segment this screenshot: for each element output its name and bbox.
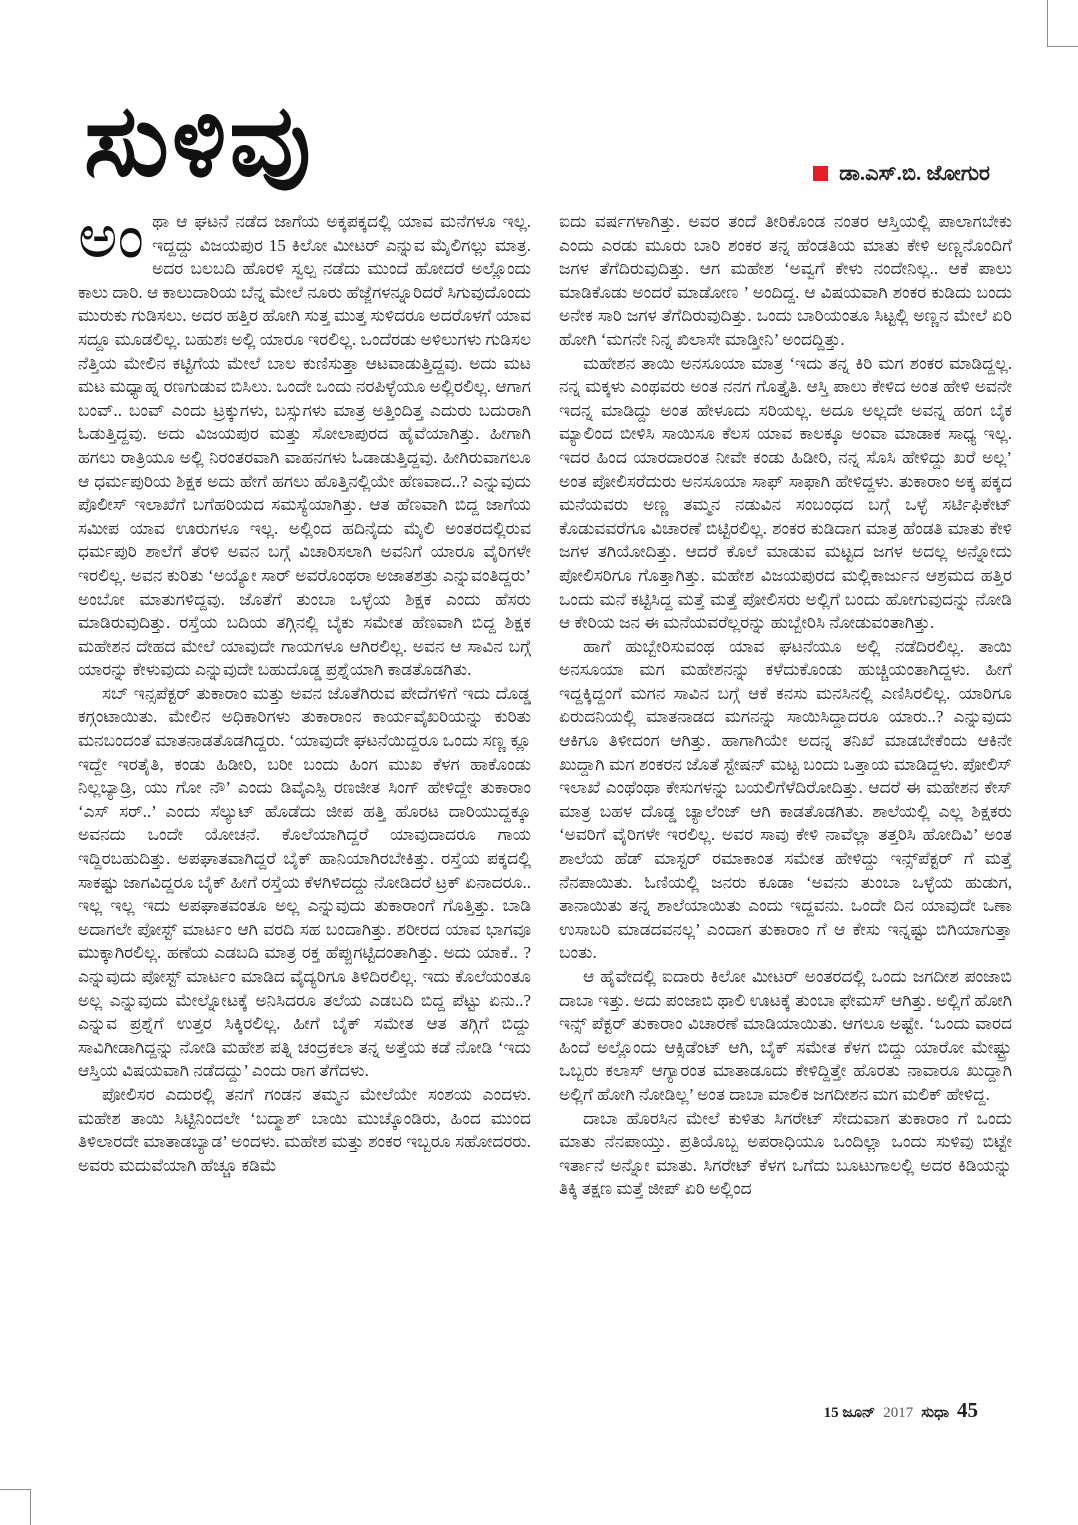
paragraph: ಪೋಲಿಸರ ಎದುರಲ್ಲಿ ತನಗೆ ಗಂಡನ ತಮ್ಮನ ಮೇಲೆಯೇ ಸಂಶಯ ಎಂದಳು. ಮಹೇಶ ತಾಯಿ ಸಿಟ್ಟಿನಿಂದಲೇ ‘ಬದ್ಮಾಶ್ ಬಾಯಿ ಮುಚ್ಕೊಂಡಿರು, ಹಿಂದ ಮುಂದ ತಿಳಿಲಾರದೇ ಮಾತಾಡಬ್ಯಾಡ’ ಅಂದಳು. ಮಹೇಶ ಮತ್ತು ಶಂಕರ ಇಬ್ಬರೂ ಸಹೋದರರು. ಅವರು ಮದುವೆಯಾಗಿ ಹೆಚ್ಚೂ ಕಡಿಮೆ [78, 1084, 531, 1175]
byline-square-icon [813, 166, 828, 181]
byline [813, 161, 990, 198]
crop-mark-bottom-left-arm [0, 1489, 30, 1490]
article-body [0, 198, 1078, 1201]
page-footer [824, 1398, 978, 1423]
paragraph-text: ಥಾ ಆ ಘಟನೆ ನಡೆದ ಜಾಗೆಯ ಅಕ್ಕಪಕ್ಕದಲ್ಲಿ ಯಾವ ಮನೆಗಳೂ ಇಲ್ಲ. ಇದ್ದದ್ದು ವಿಜಯಪುರ 15 ಕಿಲೋ ಮೀಟರ್ ಎನ್ನುವ ಮೈಲಿಗಲ್ಲು ಮಾತ್ರ. ಅದರ ಬಲಬದಿ ಹೊರಳಿ ಸ್ವಲ್ಪ ನಡೆದು ಮುಂದೆ ಹೋದರೆ ಅಲ್ಲೊಂದು ಕಾಲು ದಾರಿ. ಆ ಕಾಲುದಾರಿಯ ಬೆನ್ನ ಮೇಲೆ ನೂರು ಹೆಜ್ಜೆಗಳನ್ನೂರಿದರೆ ಸಿಗುವುದೊಂದು ಮುರುಕು ಗುಡಿಸಲು. ಅದರ ಹತ್ತಿರ ಹೋಗಿ ಸುತ್ತ ಮುತ್ತ ಸುಳಿದರೂ ಅದರೊಳಗೆ ಯಾವ ಸದ್ದೂ ಮೂಡಲಿಲ್ಲ. ಬಹುಶಃ ಅಲ್ಲಿ ಯಾರೂ ಇರಲಿಲ್ಲ. ಒಂದೆರಡು ಅಳಿಲುಗಳು ಗುಡಿಸಲ ನೆತ್ತಿಯ ಮೇಲಿನ ಕಟ್ಟಿಗೆಯ ಮೇಲೆ ಬಾಲ ಕುಣಿಸುತ್ತಾ ಆಟವಾಡುತ್ತಿದ್ದವು. ಅದು ಮಟ ಮಟ ಮಧ್ಯಾಹ್ನ ರಣಗುಡುವ ಬಿಸಿಲು. ಒಂದೇ ಒಂದು ನರಪಿಳ್ಳೆಯೂ ಅಲ್ಲಿರಲಿಲ್ಲ. ಆಗಾಗ ಬಂವ್.. ಬಂವ್ ಎಂದು ಟ್ರಕ್ಕುಗಳು, ಬಸ್ಸುಗಳು ಮಾತ್ರ ಅತ್ತಿಂದಿತ್ತ ಎದುರು ಬದುರಾಗಿ ಓಡುತ್ತಿದ್ದವು. ಅದು ವಿಜಯಪುರ ಮತ್ತು ಸೋಲಾಪುರದ ಹೈವೆಯಾಗಿತ್ತು. ಹೀಗಾಗಿ ಹಗಲು ರಾತ್ರಿಯೂ ಅಲ್ಲಿ ನಿರಂತರವಾಗಿ ವಾಹನಗಳು ಓಡಾಡುತ್ತಿದ್ದವು. ಹೀಗಿರುವಾಗಲೂ ಆ ಧರ್ಮಪುರಿಯ ಶಿಕ್ಷಕ ಅದು ಹೇಗೆ ಹಗಲು ಹೊತ್ತಿನಲ್ಲಿಯೇ ಹೆಣವಾದ..? ಎನ್ನುವುದು ಪೊಲೀಸ್ ಇಲಾಖೆಗೆ ಬಗೆಹರಿಯದ ಸಮಸ್ಯೆಯಾಗಿತ್ತು. ಆತ ಹೆಣವಾಗಿ ಬಿದ್ದ ಜಾಗೆಯ ಸಮೀಪ ಯಾವ ಊರುಗಳೂ ಇಲ್ಲ. ಅಲ್ಲಿಂದ ಹದಿನೈದು ಮೈಲಿ ಅಂತರದಲ್ಲಿರುವ ಧರ್ಮಪುರಿ ಶಾಲೆಗೆ ತೆರಳಿ ಅವನ ಬಗ್ಗೆ ವಿಚಾರಿಸಲಾಗಿ ಅವನಿಗೆ ಯಾರೂ ವೈರಿಗಳೇ ಇರಲಿಲ್ಲ. ಅವನ ಕುರಿತು ‘ಅಯ್ಯೋ ಸಾರ್ ಅವರೊಂಥರಾ ಅಜಾತಶತ್ರು ಎನ್ನುವಂತಿದ್ದರು’ ಅಂಬೋ ಮಾತುಗಳಿದ್ದವು. ಜೊತೆಗೆ ತುಂಬಾ ಒಳ್ಳೆಯ ಶಿಕ್ಷಕ ಎಂದು ಹೆಸರು ಮಾಡಿರುವುದಿತ್ತು. ರಸ್ತೆಯ ಬದಿಯ ತಗ್ಗಿನಲ್ಲಿ ಬೈಕು ಸಮೇತ ಹೆಣವಾಗಿ ಬಿದ್ದ ಶಿಕ್ಷಕ ಮಹೇಶನ ದೇಹದ ಮೇಲೆ ಯಾವುದೇ ಗಾಯಗಳೂ ಆಗಿರಲಿಲ್ಲ. ಅವನ ಆ ಸಾವಿನ ಬಗ್ಗೆ ಯಾರನ್ನು ಕೇಳುವುದು ಎನ್ನುವುದೇ ಬಹುದೊಡ್ಡ ಪ್ರಶ್ನೆಯಾಗಿ ಕಾಡತೊಡಗಿತು. [78, 212, 531, 680]
text-column-1 [78, 204, 531, 1201]
page-number: 45 [957, 1398, 978, 1422]
issue-date: 15 ಜೂನ್ [823, 1405, 876, 1421]
article-title: ಸುಳಿವು [84, 86, 314, 197]
author-name: ಡಾ.ಎಸ್.ಬಿ. ಜೋಗುರ [839, 161, 990, 185]
paragraph: ಸಬ್ ಇನ್ಸಪೆಕ್ಟರ್ ತುಕಾರಾಂ ಮತ್ತು ಅವನ ಜೊತೆಗಿರುವ ಪೇದೆಗಳಿಗೆ ಇದು ದೊಡ್ಡ ಕಗ್ಗಂಟಾಯಿತು. ಮೇಲಿನ ಅಧಿಕಾರಿಗಳು ತುಕಾರಾಂನ ಕಾರ್ಯವೈಖರಿಯನ್ನು ಕುರಿತು ಮನಬಂದಂತೆ ಮಾತನಾಡತೊಡಗಿದ್ದರು. ‘ಯಾವುದೇ ಘಟನೆಯಿದ್ದರೂ ಒಂದು ಸಣ್ಣ ಕ್ಲೂ ಇದ್ದೇ ಇರತೈತಿ, ಕಂಡು ಹಿಡೀರಿ, ಬರೀ ಬಂದು ಹಿಂಗ ಮುಖ ಕೆಳಗ ಹಾಕೊಂಡು ನಿಲ್ಲಬ್ಯಾಡ್ರಿ, ಯು ಗೋ ನೌ’ ಎಂದು ಡಿವೈಎಸ್ಪಿ ರಣಜೀತ ಸಿಂಗ್ ಹೇಳಿದ್ದೇ ತುಕಾರಾಂ ‘ಎಸ್ ಸರ್..’ ಎಂದು ಸೆಲ್ಯುಟ್ ಹೊಡೆದು ಜೀಪ ಹತ್ತಿ ಹೊರಟ ದಾರಿಯುದ್ದಕ್ಕೂ ಅವನದು ಒಂದೇ ಯೋಚನೆ. ಕೊಲೆಯಾಗಿದ್ದರೆ ಯಾವುದಾದರೂ ಗಾಯ ಇದ್ದಿರಬಹುದಿತ್ತು. ಅಪಘಾತವಾಗಿದ್ದರೆ ಬೈಕ್ ಹಾನಿಯಾಗಿರಬೇಕಿತ್ತು. ರಸ್ತೆಯ ಪಕ್ಕದಲ್ಲಿ ಸಾಕಷ್ಟು ಜಾಗವಿದ್ದರೂ ಬೈಕ್ ಹೀಗೆ ರಸ್ತೆಯ ಕೆಳಗಿಳಿದದ್ದು ನೋಡಿದರೆ ಟ್ರಕ್ ಏನಾದರೂ.. ಇಲ್ಲ ಇಲ್ಲ ಇದು ಅಪಘಾತವಂತೂ ಅಲ್ಲ ಎನ್ನುವುದು ತುಕಾರಾಂಗೆ ಗೊತ್ತಿತ್ತು. ಬಾಡಿ ಅದಾಗಲೇ ಪೋಸ್ಟ್ ಮಾರ್ಟಂ ಆಗಿ ವರದಿ ಸಹ ಬಂದಾಗಿತ್ತು. ಶರೀರದ ಯಾವ ಭಾಗವೂ ಮುಕ್ಕಾಗಿರಲಿಲ್ಲ. ಹಣೆಯ ಎಡಬದಿ ಮಾತ್ರ ರಕ್ತ ಹೆಪ್ಪುಗಟ್ಟಿದಂತಾಗಿತ್ತು. ಅದು ಯಾಕೆ.. ? ಎನ್ನುವುದು ಪೋಸ್ಟ್ ಮಾರ್ಟಂ ಮಾಡಿದ ವೈದ್ಯರಿಗೂ ತಿಳಿದಿರಲಿಲ್ಲ. ಇದು ಕೊಲೆಯಂತೂ ಅಲ್ಲ ಎನ್ನುವುದು ಮೇಲ್ನೋಟಕ್ಕೆ ಅನಿಸಿದರೂ ತಲೆಯ ಎಡಬದಿ ಬಿದ್ದ ಪೆಟ್ಟು ಏನು..? ಎನ್ನುವ ಪ್ರಶ್ನೆಗೆ ಉತ್ತರ ಸಿಕ್ಕಿರಲಿಲ್ಲ. ಹೀಗೆ ಬೈಕ್ ಸಮೇತ ಆತ ತಗ್ಗಿಗೆ ಬಿದ್ದು ಸಾವಿಗೀಡಾಗಿದ್ದನ್ನು ನೋಡಿ ಮಹೇಶ ಪತ್ನಿ ಚಂದ್ರಕಲಾ ತನ್ನ ಅತ್ತೆಯ ಕಡೆ ನೋಡಿ ‘ಇದು ಆಸ್ತಿಯ ವಿಷಯವಾಗಿ ನಡೆದದ್ದು’ ಎಂದು ರಾಗ ತೆಗೆದಳು. [78, 683, 531, 1081]
crop-mark-bottom-left [30, 1489, 31, 1525]
paragraph [78, 204, 531, 682]
paragraph: ಐದು ವರ್ಷಗಳಾಗಿತ್ತು. ಅವರ ತಂದೆ ತೀರಿಕೊಂಡ ನಂತರ ಆಸ್ತಿಯಲ್ಲಿ ಪಾಲಾಗಬೇಕು ಎಂದು ಎರಡು ಮೂರು ಬಾರಿ ಶಂಕರ ತನ್ನ ಹೆಂಡತಿಯ ಮಾತು ಕೇಳಿ ಅಣ್ಣನೊಂದಿಗೆ ಜಗಳ ತೆಗೆದಿರುವುದಿತ್ತು. ಆಗ ಮಹೇಶ ‘ಅವ್ವಗೆ ಕೇಳು ನಂದೇನಿಲ್ಲ.. ಆಕೆ ಪಾಲು ಮಾಡಿಕೊಡು ಅಂದರೆ ಮಾಡೋಣ ’ ಅಂದಿದ್ದ. ಆ ವಿಷಯವಾಗಿ ಶಂಕರ ಕುಡಿದು ಬಂದು ಅನೇಕ ಸಾರಿ ಜಗಳ ತೆಗೆದಿರುವುದಿತ್ತು. ಒಂದು ಬಾರಿಯಂತೂ ಸಿಟ್ಟಲ್ಲಿ ಅಣ್ಣನ ಮೇಲೆ ಏರಿ ಹೋಗಿ ‘ಮಗನೇ ನಿನ್ನ ಖಿಲಾಸೇ ಮಾಡ್ತೀನಿ’ ಅಂದದ್ದಿತ್ತು. [559, 212, 1012, 349]
article-header [0, 0, 1078, 198]
drop-cap: ಅಂ [78, 204, 145, 270]
paragraph: ದಾಬಾ ಹೊರಸಿನ ಮೇಲೆ ಕುಳಿತು ಸಿಗರೇಟ್ ಸೇದುವಾಗ ತುಕಾರಾಂ ಗೆ ಒಂದು ಮಾತು ನೆನಪಾಯ್ತು. ಪ್ರತಿಯೊಬ್ಬ ಅಪರಾಧಿಯೂ ಒಂದಿಲ್ಲಾ ಒಂದು ಸುಳಿವು ಬಿಟ್ಟೇ ಇರ್ತಾನೆ ಅನ್ನೋ ಮಾತು. ಸಿಗರೇಟ್ ಕೆಳಗ ಒಗೆದು ಬೂಟುಗಾಲಲ್ಲಿ ಅದರ ಕಿಡಿಯನ್ನು ತಿಕ್ಕಿ ತಕ್ಷಣ ಮತ್ತೆ ಜೀಪ್ ಏರಿ ಅಲ್ಲಿಂದ [559, 1108, 1012, 1199]
magazine-name: ಸುಧಾ [921, 1405, 949, 1421]
text-column-2 [559, 210, 1012, 1201]
paragraph: ಹಾಗೆ ಹುಬ್ಬೇರಿಸುವಂಥ ಯಾವ ಘಟನೆಯೂ ಅಲ್ಲಿ ನಡೆದಿರಲಿಲ್ಲ. ತಾಯಿ ಅನಸೂಯಾ ಮಗ ಮಹೇಶನನ್ನು ಕಳೆದುಕೊಂಡು ಹುಚ್ಚಿಯಂತಾಗಿದ್ದಳು. ಹೀಗೆ ಇದ್ದಕ್ಕಿದ್ದಂಗೆ ಮಗನ ಸಾವಿನ ಬಗ್ಗೆ ಆಕೆ ಕನಸು ಮನಸಿನಲ್ಲಿ ಎಣಿಸಿರಲಿಲ್ಲ. ಯಾರಿಗೂ ಏರುದನಿಯಲ್ಲಿ ಮಾತನಾಡದ ಮಗನನ್ನು ಸಾಯಿಸಿದ್ದಾದರೂ ಯಾರು..? ಎನ್ನುವುದು ಆಕಿಗೂ ತಿಳೀದಂಗ ಆಗಿತ್ತು. ಹಾಗಾಗಿಯೇ ಅದನ್ನ ತನಿಖೆ ಮಾಡಬೇಕೆಂದು ಆಕಿನೇ ಖುದ್ದಾಗಿ ಮಗ ಶಂಕರನ ಜೊತೆ ಸ್ಟೇಷನ್ ಮಟ್ಟ ಬಂದು ಒತ್ತಾಯ ಮಾಡಿದ್ದಳು. ಪೋಲಿಸ್ ಇಲಾಖೆ ಎಂಥೆಂಥಾ ಕೇಸುಗಳನ್ನು ಬಯಲಿಗೆಳೆದಿರೋದಿತ್ತು. ಆದರೆ ಈ ಮಹೇಶನ ಕೇಸ್ ಮಾತ್ರ ಬಹಳ ದೊಡ್ಡ ಚ್ಯಾಲೆಂಜ್ ಆಗಿ ಕಾಡತೊಡಗಿತು. ಶಾಲೆಯಲ್ಲಿ ಎಲ್ಲ ಶಿಕ್ಷಕರು ‘ಅವರಿಗೆ ವೈರಿಗಳೇ ಇರಲಿಲ್ಲ. ಅವರ ಸಾವು ಕೇಳಿ ನಾವೆಲ್ಲಾ ತತ್ತರಿಸಿ ಹೋದಿವಿ’ ಅಂತ ಶಾಲೆಯ ಹೆಡ್ ಮಾಸ್ಟರ್ ರಮಾಕಾಂತ ಸಮೇತ ಹೇಳಿದ್ದು ಇನ್ಸ್‌ಪೆಕ್ಟರ್ ಗೆ ಮತ್ತೆ ನೆನಪಾಯಿತು. ಓಣಿಯಲ್ಲಿ ಜನರು ಕೂಡಾ ‘ಅವನು ತುಂಬಾ ಒಳ್ಳೆಯ ಹುಡುಗ, ತಾನಾಯಿತು ತನ್ನ ಶಾಲೆಯಾಯಿತು ಎಂದು ಇದ್ದವನು. ಒಂದೇ ದಿನ ಯಾವುದೇ ಒಣಾ ಉಸಾಬರಿ ಮಾಡದವನಲ್ಲ’ ಎಂದಾಗ ತುಕಾರಾಂ ಗೆ ಆ ಕೇಸು ಇನ್ನಷ್ಟು ಬಿಗಿಯಾಗುತ್ತಾ ಬಂತು. [559, 636, 1012, 963]
issue-year: 2017 [883, 1405, 914, 1421]
paragraph: ಮಹೇಶನ ತಾಯಿ ಅನಸೂಯಾ ಮಾತ್ರ ‘ಇದು ತನ್ನ ಕಿರಿ ಮಗ ಶಂಕರ ಮಾಡಿದ್ದಲ್ಲ. ನನ್ನ ಮಕ್ಕಳು ಎಂಥವರು ಅಂತ ನನಗ ಗೊತ್ತೈತಿ. ಆಸ್ತಿ ಪಾಲು ಕೇಳಿದ ಅಂತ ಹೇಳಿ ಅವನೇ ಇದನ್ನ ಮಾಡಿದ್ದು ಅಂತ ಹೇಳೂದು ಸರಿಯಲ್ಲ. ಅದೂ ಅಲ್ಲದೇ ಅವನ್ನ ಹಂಗ ಬೈಕ ಮ್ಯಾಲಿಂದ ಬೀಳಿಸಿ ಸಾಯಿಸೂ ಕೆಲಸ ಯಾವ ಕಾಲಕ್ಕೂ ಅಂವಾ ಮಾಡಾಕ ಸಾಧ್ಯ ಇಲ್ಲ. ಇದರ ಹಿಂದ ಯಾರದಾರಂತ ನೀವೇ ಕಂಡು ಹಿಡೀರಿ, ನನ್ನ ಸೊಸಿ ಹೇಳಿದ್ದು ಖರೆ ಅಲ್ಲ’ ಅಂತ ಪೋಲಿಸರೆದುರು ಅನಸೂಯಾ ಸಾಫ್ ಸಾಫಾಗಿ ಹೇಳಿದ್ದಳು. ತುಕಾರಾಂ ಅಕ್ಕ ಪಕ್ಕದ ಮನೆಯವರು ಅಣ್ಣ ತಮ್ಮನ ನಡುವಿನ ಸಂಬಂಧದ ಬಗ್ಗೆ ಒಳ್ಳೆ ಸರ್ಟಿಫಿಕೇಟ್ ಕೊಡುವವರೆಗೂ ವಿಚಾರಣೆ ಬಿಟ್ಟಿರಲಿಲ್ಲ. ಶಂಕರ ಕುಡಿದಾಗ ಮಾತ್ರ ಹೆಂಡತಿ ಮಾತು ಕೇಳಿ ಜಗಳ ತಗಿಯೋದಿತ್ತು. ಆದರೆ ಕೊಲೆ ಮಾಡುವ ಮಟ್ಟದ ಜಗಳ ಅದಲ್ಲ ಅನ್ನೋದು ಪೋಲಿಸರಿಗೂ ಗೊತ್ತಾಗಿತ್ತು. ಮಹೇಶ ವಿಜಯಪುರದ ಮಲ್ಲಿಕಾರ್ಜುನ ಆಶ್ರಮದ ಹತ್ತಿರ ಒಂದು ಮನೆ ಕಟ್ಟಿಸಿದ್ದ ಮತ್ತೆ ಮತ್ತೆ ಪೋಲಿಸರು ಅಲ್ಲಿಗೆ ಬಂದು ಹೋಗುವುದನ್ನು ನೋಡಿ ಆ ಕೇರಿಯ ಜನ ಈ ಮನೆಯವರೆಲ್ಲರನ್ನು ಹುಬ್ಬೇರಿಸಿ ನೋಡುವಂತಾಗಿತ್ತು. [559, 353, 1012, 633]
crop-mark-top-right [1047, 0, 1048, 46]
paragraph: ಆ ಹೈವೇದಲ್ಲಿ ಐದಾರು ಕಿಲೋ ಮೀಟರ್ ಅಂತರದಲ್ಲಿ ಒಂದು ಜಗದೀಶ ಪಂಜಾಬಿ ದಾಬಾ ಇತ್ತು. ಅದು ಪಂಜಾಬಿ ಥಾಲಿ ಊಟಕ್ಕೆ ತುಂಬಾ ಫೇಮಸ್ ಆಗಿತ್ತು. ಅಲ್ಲಿಗೆ ಹೋಗಿ ಇನ್ಸ್ ಪೆಕ್ಟರ್ ತುಕಾರಾಂ ವಿಚಾರಣೆ ಮಾಡಿಯಾಯಿತು. ಆಗಲೂ ಅಷ್ಟೇ. ‘ಒಂದು ವಾರದ ಹಿಂದೆ ಅಲ್ಲೊಂದು ಆಕ್ಸಿಡೆಂಟ್ ಆಗಿ, ಬೈಕ್ ಸಮೇತ ಕೆಳಗ ಬಿದ್ದು ಯಾರೋ ಮೇಷ್ಟ್ರು ಒಬ್ಬರು ಕಲಾಸ್ ಆಗ್ಯಾರಂತ ಮಾತಾಡೂದು ಕೇಳಿದ್ದಿತ್ತೇ ಹೊರತು ನಾವಾರೂ ಖುದ್ದಾಗಿ ಅಲ್ಲಿಗೆ ಹೋಗಿ ನೋಡಿಲ್ಲ’ ಅಂತ ದಾಬಾ ಮಾಲಿಕ ಜಗದೀಶನ ಮಗ ಮಲಿಕ್ ಹೇಳಿದ್ದ. [559, 967, 1012, 1104]
crop-mark-top-right-arm [1047, 46, 1078, 47]
